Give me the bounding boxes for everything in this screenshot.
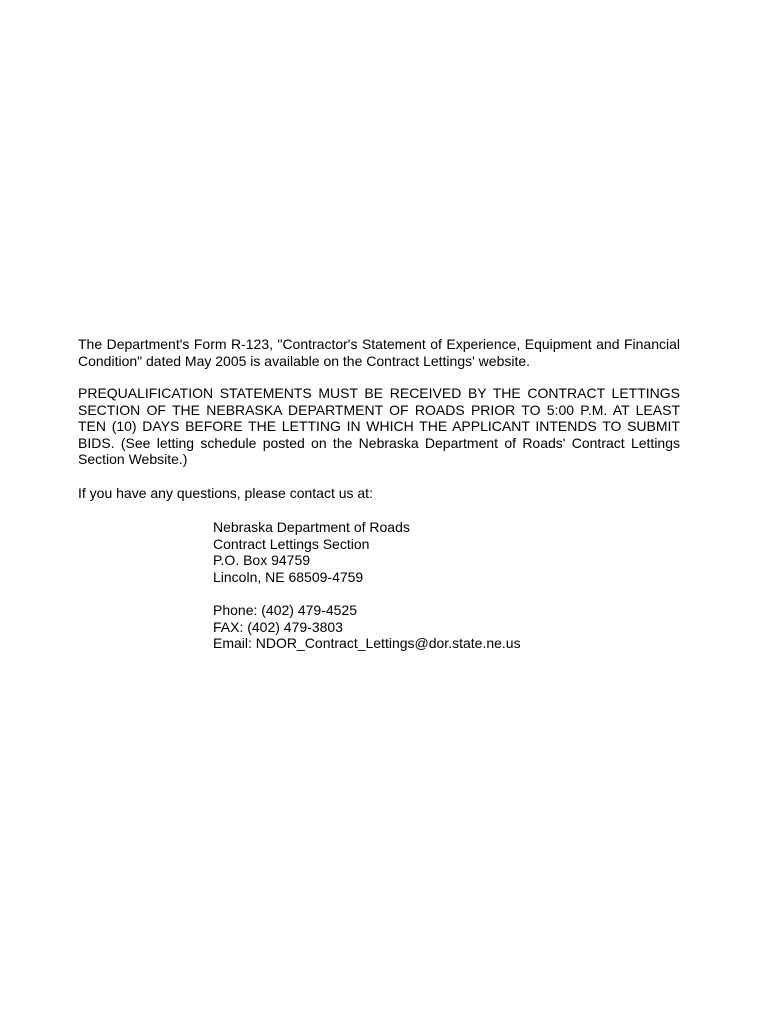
- form-r123-paragraph: The Department's Form R-123, "Contractor's Statement of Experience, Equipment and Financial Condition" dated May 2005 is available on the Contract Lettings' website.: [78, 336, 680, 369]
- phone-number: Phone: (402) 479-4525: [213, 602, 357, 618]
- prequalification-paragraph: PREQUALIFICATION STATEMENTS MUST BE RECEIVED BY THE CONTRACT LETTINGS SECTION OF THE NEBRASKA DEPARTMENT OF ROADS PRIOR TO 5:00 P.M. AT LEAST TEN (10) DAYS BEFORE THE LETTING IN WHICH THE APPLICANT INTENDS TO SUBMIT BIDS. (See letting schedule posted on the Nebraska Department of Roads' Contract Lettings Section Website.): [78, 385, 680, 467]
- po-box: P.O. Box 94759: [213, 552, 311, 568]
- address-spacer: [213, 585, 680, 602]
- contact-address-block: [213, 519, 680, 652]
- document-body: [78, 336, 680, 652]
- email-address: Email: NDOR_Contract_Lettings@dor.state.ne.us: [213, 635, 521, 651]
- organization-name: Nebraska Department of Roads: [213, 519, 410, 535]
- section-name: Contract Lettings Section: [213, 535, 370, 552]
- city-state-zip: Lincoln, NE 68509-4759: [213, 568, 364, 585]
- contact-intro-paragraph: If you have any questions, please contact us at:: [78, 484, 373, 501]
- fax-number: FAX: (402) 479-3803: [213, 618, 343, 635]
